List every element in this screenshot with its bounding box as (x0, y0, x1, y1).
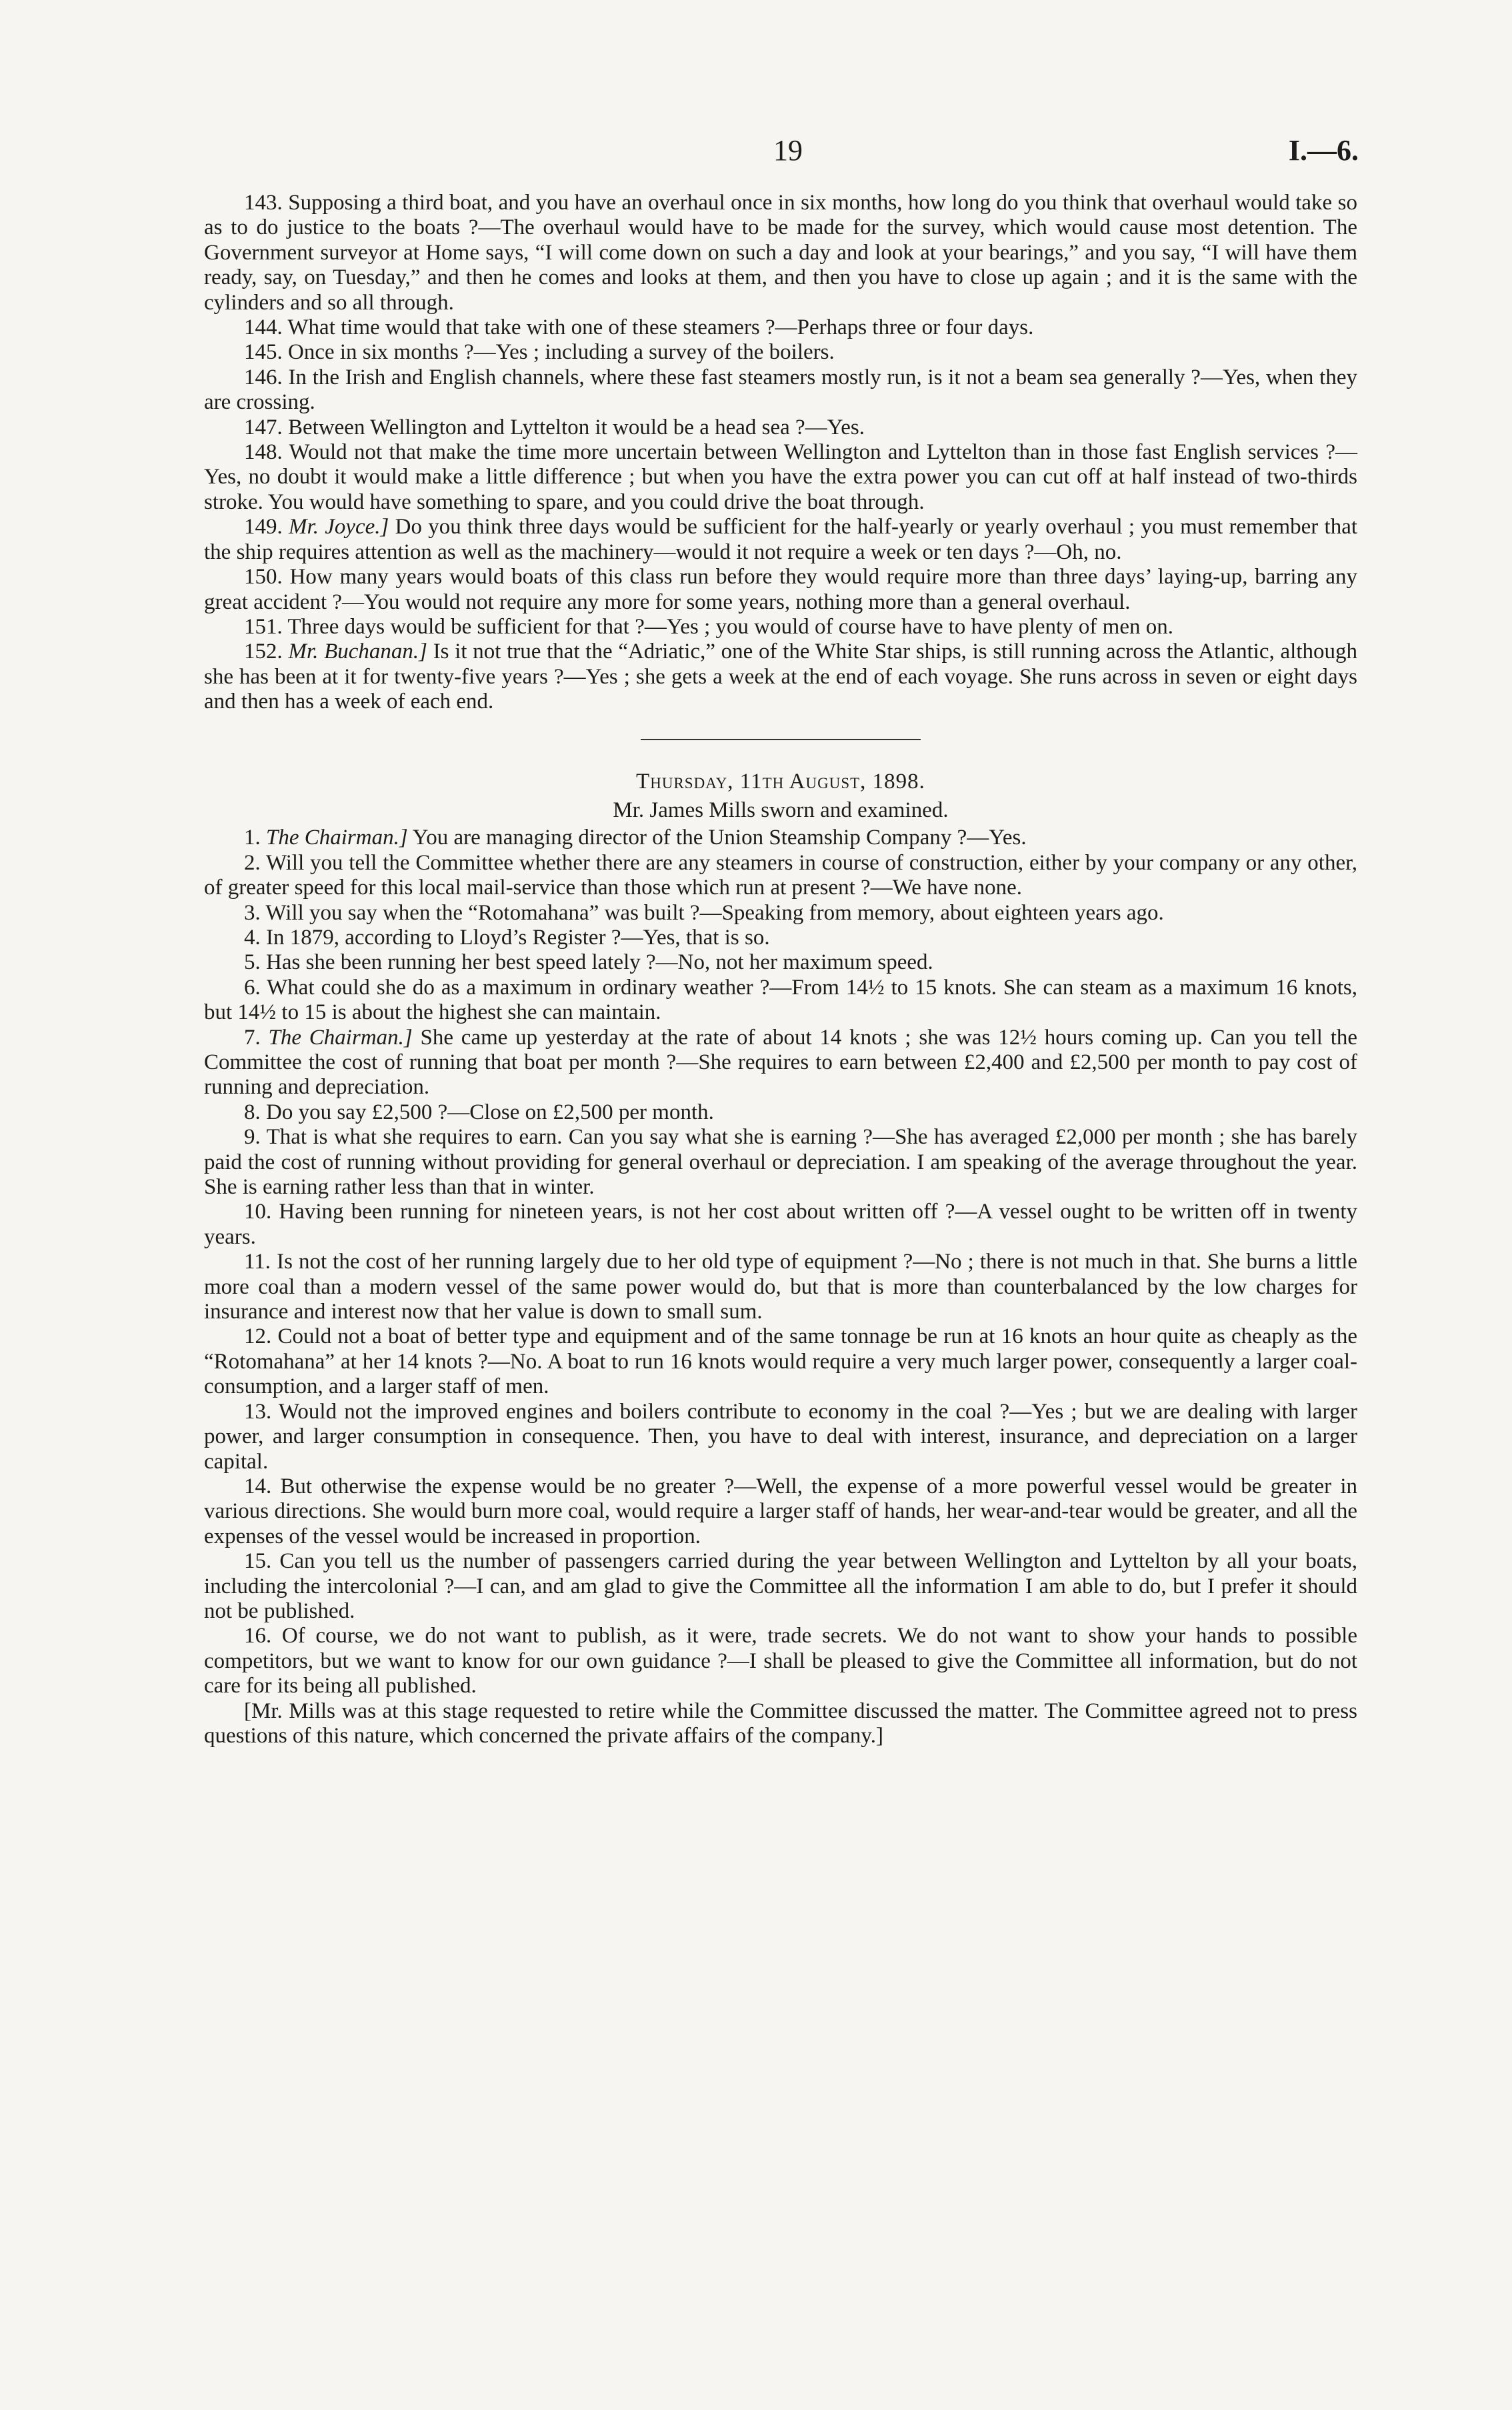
question-paragraph (204, 1026, 1357, 1100)
question-text: How many years would boats of this class run before they would require more than three days’ laying-up, barring any great accident ?—You would not require any more for some years, nothing more than a general overhaul. (204, 565, 1357, 614)
question-text: Do you say £2,500 ?—Close on £2,500 per month. (266, 1100, 714, 1124)
witness-heading: Mr. James Mills sworn and examined. (613, 798, 949, 822)
question-number: 149. (244, 515, 283, 539)
question-number: 152. (244, 640, 283, 664)
page-number: 19 (773, 134, 803, 167)
question-paragraph (204, 976, 1357, 1026)
question-paragraph (204, 1125, 1357, 1200)
question-number: 1. (244, 826, 261, 850)
question-text: Supposing a third boat, and you have an overhaul once in six months, how long do you think that overhaul would take so as to do justice to the boats ?—The overhaul would have to be made for the survey, which would cause most detention. The Government surveyor at Home says, “I will come down on such a day and look at your bearings,” and you say, “I will have them ready, say, on Tuesday,” and then he comes and looks at them, and then you have to close up again ; and it is the same with the cylinders and so all through. (204, 191, 1358, 315)
speaker-name: Mr. Buchanan.] (288, 640, 427, 664)
question-paragraph (204, 851, 1357, 901)
question-number: 9. (244, 1125, 261, 1150)
question-number: 12. (244, 1324, 272, 1349)
question-paragraph (204, 565, 1357, 615)
speaker-name: The Chairman.] (266, 826, 408, 850)
question-number: 7. (244, 1025, 261, 1050)
question-paragraph (204, 1624, 1357, 1698)
question-text: Will you tell the Committee whether there are any steamers in course of construction, either by your company or any other, of greater speed for this local mail-service than those which run at present ?—We have none. (204, 850, 1358, 900)
question-text: Has she been running her best speed lately ?—No, not her maximum speed. (266, 950, 933, 975)
question-text: Could not a boat of better type and equipment and of the same tonnage be run at 16 knots an hour quite as cheaply as the “Rotomahana” at her 14 knots ?—No. A boat to run 16 knots would require a very much larger power, consequently a larger coal-consumption, and a larger staff of men. (204, 1324, 1358, 1399)
question-text: What time would that take with one of these steamers ?—Perhaps three or four days. (287, 315, 1034, 340)
question-paragraph (204, 515, 1357, 565)
question-number: 148. (244, 440, 283, 465)
question-number: 144. (244, 315, 283, 340)
question-text: You are managing director of the Union Steamship Company ?—Yes. (412, 826, 1027, 850)
question-text: That is what she requires to earn. Can you say what she is earning ?—She has averaged £2,000 per month ; she has barely paid the cost of running without providing for general overhaul or depreciation. I am speaking of the average throughout the year. She is earning rather less than that in winter. (204, 1125, 1358, 1200)
question-text: Between Wellington and Lyttelton it would be a head sea ?—Yes. (288, 415, 865, 439)
question-number: 16. (244, 1624, 272, 1648)
question-paragraph (204, 415, 1357, 440)
question-number: 4. (244, 925, 261, 950)
question-number: 15. (244, 1549, 272, 1574)
question-text: But otherwise the expense would be no greater ?—Well, the expense of a more powerful vessel would be greater in various directions. She would burn more coal, would require a larger staff of hands, her wear-and-tear would be greater, and all the expenses of the vessel would be increased in proportion. (204, 1474, 1357, 1548)
question-number: 10. (244, 1200, 272, 1224)
question-paragraph (204, 826, 1357, 850)
question-paragraph (204, 640, 1357, 714)
question-paragraph (204, 365, 1357, 415)
question-text: Can you tell us the number of passengers carried during the year between Wellington and Lyttelton by all your boats, including the intercolonial ?—I can, and am glad to give the Committee all the information I am able to do, but I prefer it should not be published. (204, 1549, 1357, 1623)
question-text: Do you think three days would be sufficient for the half-yearly or yearly overhaul ; you must remember that the ship requires attention as well as the machinery—would it not require a week or ten days ?—Oh, no. (204, 515, 1358, 564)
question-text: Of course, we do not want to publish, as it were, trade secrets. We do not want to show your hands to possible competitors, but we want to know for our own guidance ?—I shall be pleased to give the Committee all information, but do not care for its being all published. (204, 1624, 1358, 1698)
question-number: 5. (244, 950, 261, 975)
document-body (204, 191, 1357, 1748)
question-paragraph (204, 1400, 1357, 1474)
question-number: 14. (244, 1474, 272, 1498)
question-paragraph (204, 1200, 1357, 1250)
question-paragraph (204, 1100, 1357, 1125)
question-text: Three days would be sufficient for that ?—Yes ; you would of course have to have plenty of men on. (287, 614, 1173, 639)
question-number: 11. (244, 1250, 271, 1274)
question-text: Is it not true that the “Adriatic,” one of the White Star ships, is still running across the Atlantic, although she has been at it for twenty-five years ?—Yes ; she gets a week at the end of each voyage. She runs across in seven or eight days and then has a week of each end. (204, 640, 1357, 714)
question-paragraph (204, 440, 1357, 515)
speaker-name: The Chairman.] (268, 1025, 413, 1050)
question-number: 146. (244, 365, 283, 389)
speaker-name: Mr. Joyce.] (289, 515, 389, 539)
question-paragraph (204, 1250, 1357, 1324)
question-paragraph (204, 926, 1357, 950)
question-text: Once in six months ?—Yes ; including a survey of the boilers. (288, 340, 835, 365)
page-header (0, 133, 1512, 173)
question-text: Would not the improved engines and boilers contribute to economy in the coal ?—Yes ; but we are dealing with larger power, and larger consumption in consequence. Then, you have to deal with interest, insurance, and depreciation on a larger capital. (204, 1399, 1358, 1474)
question-number: 13. (244, 1399, 272, 1424)
question-number: 145. (244, 340, 283, 365)
question-paragraph (204, 1474, 1357, 1549)
question-text: Having been running for nineteen years, is not her cost about written off ?—A vessel ought to be written off in twenty years. (204, 1200, 1357, 1249)
question-number: 2. (244, 850, 261, 875)
question-number: 143. (244, 191, 283, 215)
question-paragraph (204, 901, 1357, 926)
question-number: 6. (244, 975, 261, 1000)
evidence-section-2 (204, 826, 1357, 1698)
question-paragraph (204, 340, 1357, 365)
question-text: Will you say when the “Rotomahana” was built ?—Speaking from memory, about eighteen years ago. (265, 900, 1164, 925)
paper-reference: I.—6. (1288, 134, 1359, 167)
question-number: 151. (244, 614, 283, 639)
question-text: In the Irish and English channels, where these fast steamers mostly run, is it not a beam sea generally ?—Yes, when they are crossing. (204, 365, 1357, 415)
question-text: What could she do as a maximum in ordinary weather ?—From 14½ to 15 knots. She can steam as a maximum 16 knots, but 14½ to 15 is about the highest she can maintain. (204, 975, 1357, 1025)
question-paragraph (204, 615, 1357, 640)
evidence-section-1 (204, 191, 1357, 715)
question-paragraph (204, 315, 1357, 340)
question-paragraph (204, 1549, 1357, 1624)
question-number: 150. (244, 565, 283, 589)
question-paragraph (204, 950, 1357, 975)
question-text: In 1879, according to Lloyd’s Register ?—Yes, that is so. (266, 925, 770, 950)
question-number: 147. (244, 415, 283, 439)
question-text: Is not the cost of her running largely due to her old type of equipment ?—No ; there is not much in that. She burns a little more coal than a modern vessel of the same power would do, but that is more than counterbalanced by the low charges for insurance and interest now that her value is down to small sum. (204, 1250, 1358, 1324)
question-paragraph (204, 1324, 1357, 1399)
question-paragraph (204, 191, 1357, 315)
closing-note: [Mr. Mills was at this stage requested to retire while the Committee discussed the matter. The Committee agreed not to press questions of this nature, which concerned the private affairs of the company.] (204, 1698, 1357, 1748)
question-text: She came up yesterday at the rate of about 14 knots ; she was 12½ hours coming up. Can you tell the Committee the cost of running that boat per month ?—She requires to earn between £2,400 and £2,500 per month to pay cost of running and depreciation. (204, 1025, 1358, 1100)
question-number: 8. (244, 1100, 261, 1124)
question-number: 3. (244, 900, 261, 925)
section-divider (641, 739, 921, 740)
question-text: Would not that make the time more uncertain between Wellington and Lyttelton than in those fast English services ?—Yes, no doubt it would make a little difference ; but when you have the extra power you can cut off at half instead of two-thirds stroke. You would have something to spare, and you could drive the boat through. (204, 440, 1358, 514)
session-date: Thursday, 11th August, 1898. (636, 769, 925, 794)
